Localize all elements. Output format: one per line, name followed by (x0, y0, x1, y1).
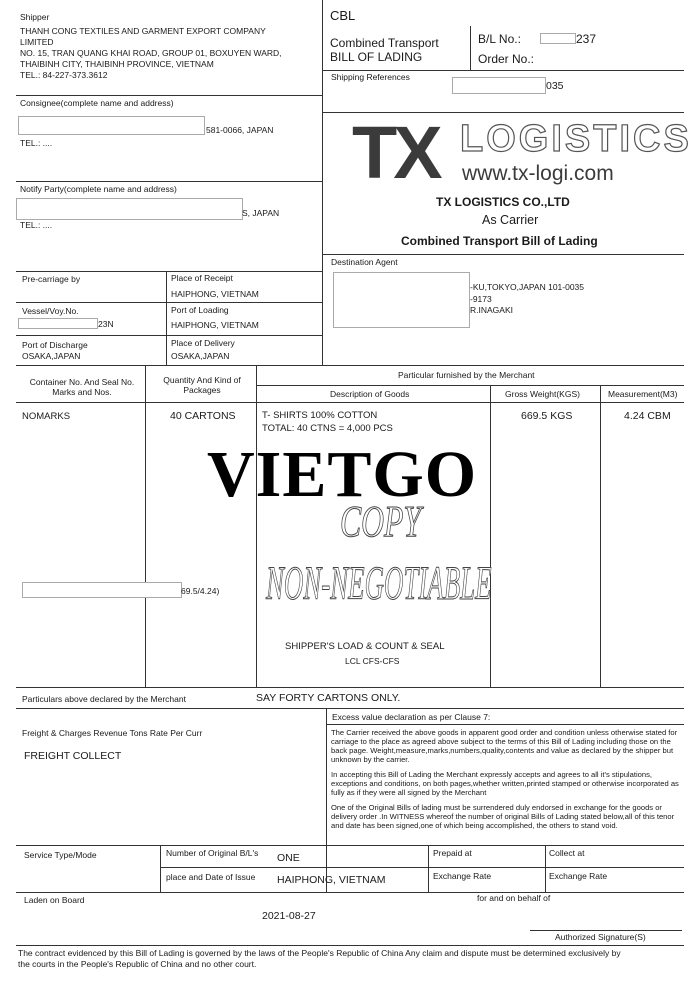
shipper-line-4: THAIBINH CITY, THAIBINH PROVINCE, VIETNAM (20, 59, 214, 69)
agent-line-3: R.INAGAKI (470, 305, 513, 315)
shipper-line-5: TEL.: 84-227-373.3612 (20, 70, 108, 80)
terms-paragraph-2: In accepting this Bill of Lading the Merchant expressly accepts and agrees to all it's stipulations, exceptions and conditions, on both pages,whether written,printed stamped or otherwise incorporated as fully as if they were all signed by the Merchant (331, 770, 679, 797)
consignee-tel: TEL.: .... (20, 138, 53, 148)
description-line-1: T- SHIRTS 100% COTTON (262, 410, 378, 421)
shipper-line-1: THANH CONG TEXTILES AND GARMENT EXPORT COMPANY (20, 26, 266, 36)
non-negotiable-stamp: NON-NEGOTIABLE (266, 557, 492, 610)
vietgo-watermark: VIETGO (207, 438, 478, 511)
terms-block (331, 728, 683, 836)
agent-line-1: -KU,TOKYO,JAPAN 101-0035 (470, 282, 585, 292)
authorized-signature: Authorized Signature(S) (555, 932, 646, 942)
originals-label: Number of Original B/L's (166, 848, 259, 858)
notify-tel: TEL.: .... (20, 220, 53, 230)
consignee-address-tail: 581-0066, JAPAN (206, 125, 274, 135)
carrier-doc-name: Combined Transport Bill of Lading (401, 234, 598, 248)
receipt-label: Place of Receipt (171, 273, 233, 283)
destination-agent-label: Destination Agent (331, 257, 398, 267)
doc-title-1: Combined Transport (330, 36, 439, 50)
bl-no-label: B/L No.: (478, 32, 521, 46)
notify-label: Notify Party(complete name and address) (20, 184, 177, 194)
doc-title-2: BILL OF LADING (330, 50, 423, 64)
redacted-shipping-ref (452, 77, 546, 94)
measure-value: 4.24 CBM (624, 410, 671, 422)
declared-value: SAY FORTY CARTONS ONLY. (256, 692, 401, 704)
col-container-header: Container No. And Seal No. Marks and Nos. (29, 377, 135, 397)
description-line-2: TOTAL: 40 CTNS = 4,000 PCS (262, 423, 393, 434)
shipper-line-2: LIMITED (20, 37, 54, 47)
container-tail: 69.5/4.24) (181, 586, 220, 596)
footer-line-2: the courts in the People's Republic of China and no other court. (18, 959, 257, 969)
tx-logo-mark: TX (352, 111, 439, 194)
delivery-value: OSAKA,JAPAN (171, 351, 230, 361)
receipt-value: HAIPHONG, VIETNAM (171, 289, 259, 299)
collect-label: Collect at (549, 848, 585, 858)
exchange-rate-collect: Exchange Rate (549, 871, 608, 881)
redacted-vessel (18, 318, 98, 329)
col-measure-header: Measurement(M3) (608, 389, 678, 399)
precarriage-label: Pre-carriage by (22, 274, 81, 284)
tx-logo-url: www.tx-logi.com (462, 162, 614, 185)
place-date-value: HAIPHONG, VIETNAM (277, 874, 386, 886)
consignee-label: Consignee(complete name and address) (20, 98, 174, 108)
redacted-bl-no (540, 33, 576, 44)
freight-value: FREIGHT COLLECT (24, 750, 122, 762)
originals-value: ONE (277, 852, 300, 864)
declared-label: Particulars above declared by the Merchant (22, 694, 186, 704)
carrier-name: TX LOGISTICS CO.,LTD (436, 195, 570, 209)
footer-line-1: The contract evidenced by this Bill of Lading is governed by the laws of the People's Republic of China Any claim and dispute must be determined exclusively by (18, 948, 621, 958)
lcl-value: LCL CFS-CFS (345, 656, 400, 666)
discharge-value: OSAKA,JAPAN (22, 351, 81, 361)
terms-paragraph-3: One of the Original Bills of lading must be surrendered duly endorsed in exchange for the goods or delivery order .In WITNESS whereof the number of original Bills of Lading stated below,all of this tenor and date has been signed,one of which being accomplished, the others to stand void. (331, 803, 675, 830)
weight-value: 669.5 KGS (521, 410, 573, 422)
laden-label: Laden on Board (24, 895, 85, 905)
prepaid-label: Prepaid at (433, 848, 472, 858)
on-behalf-label: for and on behalf of (477, 893, 551, 903)
agent-line-2: -9173 (470, 294, 492, 304)
col-packages-header: Quantity And Kind of Packages (163, 375, 241, 395)
bl-no-value: 237 (576, 32, 597, 46)
discharge-label: Port of Discharge (22, 340, 88, 350)
redacted-container (22, 582, 182, 598)
cbl-label: CBL (330, 8, 356, 23)
notify-address-tail: S, JAPAN (242, 208, 280, 218)
shipping-refs-value: 035 (546, 80, 564, 92)
service-type-label: Service Type/Mode (24, 850, 97, 860)
laden-date: 2021-08-27 (262, 910, 316, 922)
packages-value: 40 CARTONS (170, 410, 236, 422)
shipper-line-3: NO. 15, TRAN QUANG KHAI ROAD, GROUP 01, BOXUYEN WARD, (20, 48, 282, 58)
tx-logo-word: LOGISTICS (460, 118, 692, 160)
shipper-label: Shipper (20, 12, 50, 22)
terms-paragraph-1: The Carrier received the above goods in apparent good order and condition unless otherwise stated for carriage to the place as agreed above subject to the terms of this Bill of Lading including those on the back page. Weight,measure,marks,numbers,quality,contents and value as declared by the shipper but unknown by the carrier. (331, 728, 678, 764)
vessel-label: Vessel/Voy.No. (22, 306, 79, 316)
copy-stamp: COPY (340, 497, 421, 546)
excess-label: Excess value declaration as per Clause 7: (332, 712, 491, 722)
col-description-header: Description of Goods (330, 389, 410, 399)
as-carrier: As Carrier (482, 213, 539, 227)
freight-label: Freight & Charges Revenue Tons Rate Per Curr (22, 728, 203, 738)
place-date-label: place and Date of Issue (166, 872, 256, 882)
delivery-label: Place of Delivery (171, 338, 235, 348)
shipping-refs-label: Shipping References (331, 72, 410, 82)
marks-value: NOMARKS (22, 411, 71, 422)
redacted-consignee (18, 116, 205, 135)
load-count: SHIPPER'S LOAD & COUNT & SEAL (285, 641, 445, 652)
order-no-label: Order No.: (478, 52, 535, 66)
exchange-rate-prepaid: Exchange Rate (433, 871, 492, 881)
redacted-notify (16, 198, 243, 220)
merchant-header: Particular furnished by the Merchant (398, 370, 535, 380)
loading-label: Port of Loading (171, 305, 229, 315)
redacted-agent (333, 272, 470, 328)
vessel-value: 23N (98, 319, 114, 329)
loading-value: HAIPHONG, VIETNAM (171, 320, 259, 330)
col-weight-header: Gross Weight(KGS) (505, 389, 580, 399)
